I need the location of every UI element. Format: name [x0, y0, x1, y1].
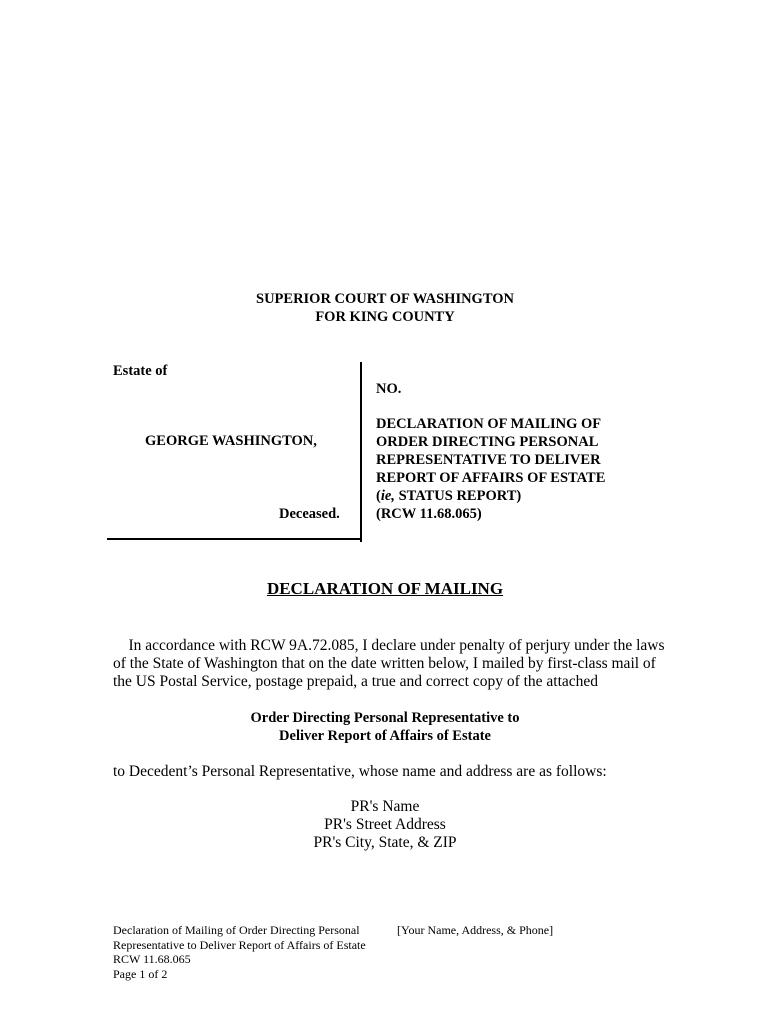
court-county: FOR KING COUNTY	[315, 309, 455, 325]
caption-title-line-2: ORDER DIRECTING PERSONAL	[376, 434, 599, 450]
court-name: SUPERIOR COURT OF WASHINGTON	[256, 291, 514, 307]
footer-page-number: Page 1 of 2	[113, 966, 168, 981]
footer-title-line-2: Representative to Deliver Report of Affairs of Estate	[113, 937, 366, 952]
caption-title-line-4: REPORT OF AFFAIRS OF ESTATE	[376, 470, 606, 486]
status-ie: ie,	[380, 488, 395, 504]
caption-status-report	[376, 487, 521, 505]
declaration-title: DECLARATION OF MAILING	[266, 579, 504, 598]
paragraph-line-2: of the State of Washington that on the date written below, I mailed by first-class mail of	[113, 655, 656, 672]
order-title-line-2: Deliver Report of Affairs of Estate	[279, 728, 491, 744]
deceased-label: Deceased.	[279, 506, 340, 522]
pr-city-state-zip: PR's City, State, & ZIP	[313, 834, 457, 851]
estate-of-label: Estate of	[113, 363, 168, 379]
pr-name: PR's Name	[350, 798, 420, 815]
caption-title-line-3: REPRESENTATIVE TO DELIVER	[376, 452, 601, 468]
status-text: STATUS REPORT)	[394, 488, 522, 504]
paragraph-line-1: In accordance with RCW 9A.72.085, I declare under penalty of perjury under the laws	[113, 637, 665, 654]
caption-rcw: (RCW 11.68.065)	[376, 506, 482, 522]
pr-street-address: PR's Street Address	[324, 816, 446, 833]
caption-title-line-1: DECLARATION OF MAILING OF	[376, 416, 602, 432]
caption-vertical-divider	[360, 362, 362, 542]
caption-horizontal-divider	[107, 538, 362, 540]
paragraph-line-3: the US Postal Service, postage prepaid, a true and correct copy of the attached	[113, 673, 599, 690]
status-open-paren: (	[376, 488, 381, 504]
footer-title-line-1: Declaration of Mailing of Order Directing Personal	[113, 923, 360, 937]
footer-rcw: RCW 11.68.065	[113, 952, 191, 966]
decedent-name: GEORGE WASHINGTON,	[145, 433, 317, 449]
case-number-label: NO.	[376, 381, 402, 397]
recipient-intro: to Decedent’s Personal Representative, whose name and address are as follows:	[113, 763, 607, 780]
order-title-line-1: Order Directing Personal Representative to	[250, 710, 520, 726]
footer-contact-placeholder: [Your Name, Address, & Phone]	[397, 923, 554, 937]
